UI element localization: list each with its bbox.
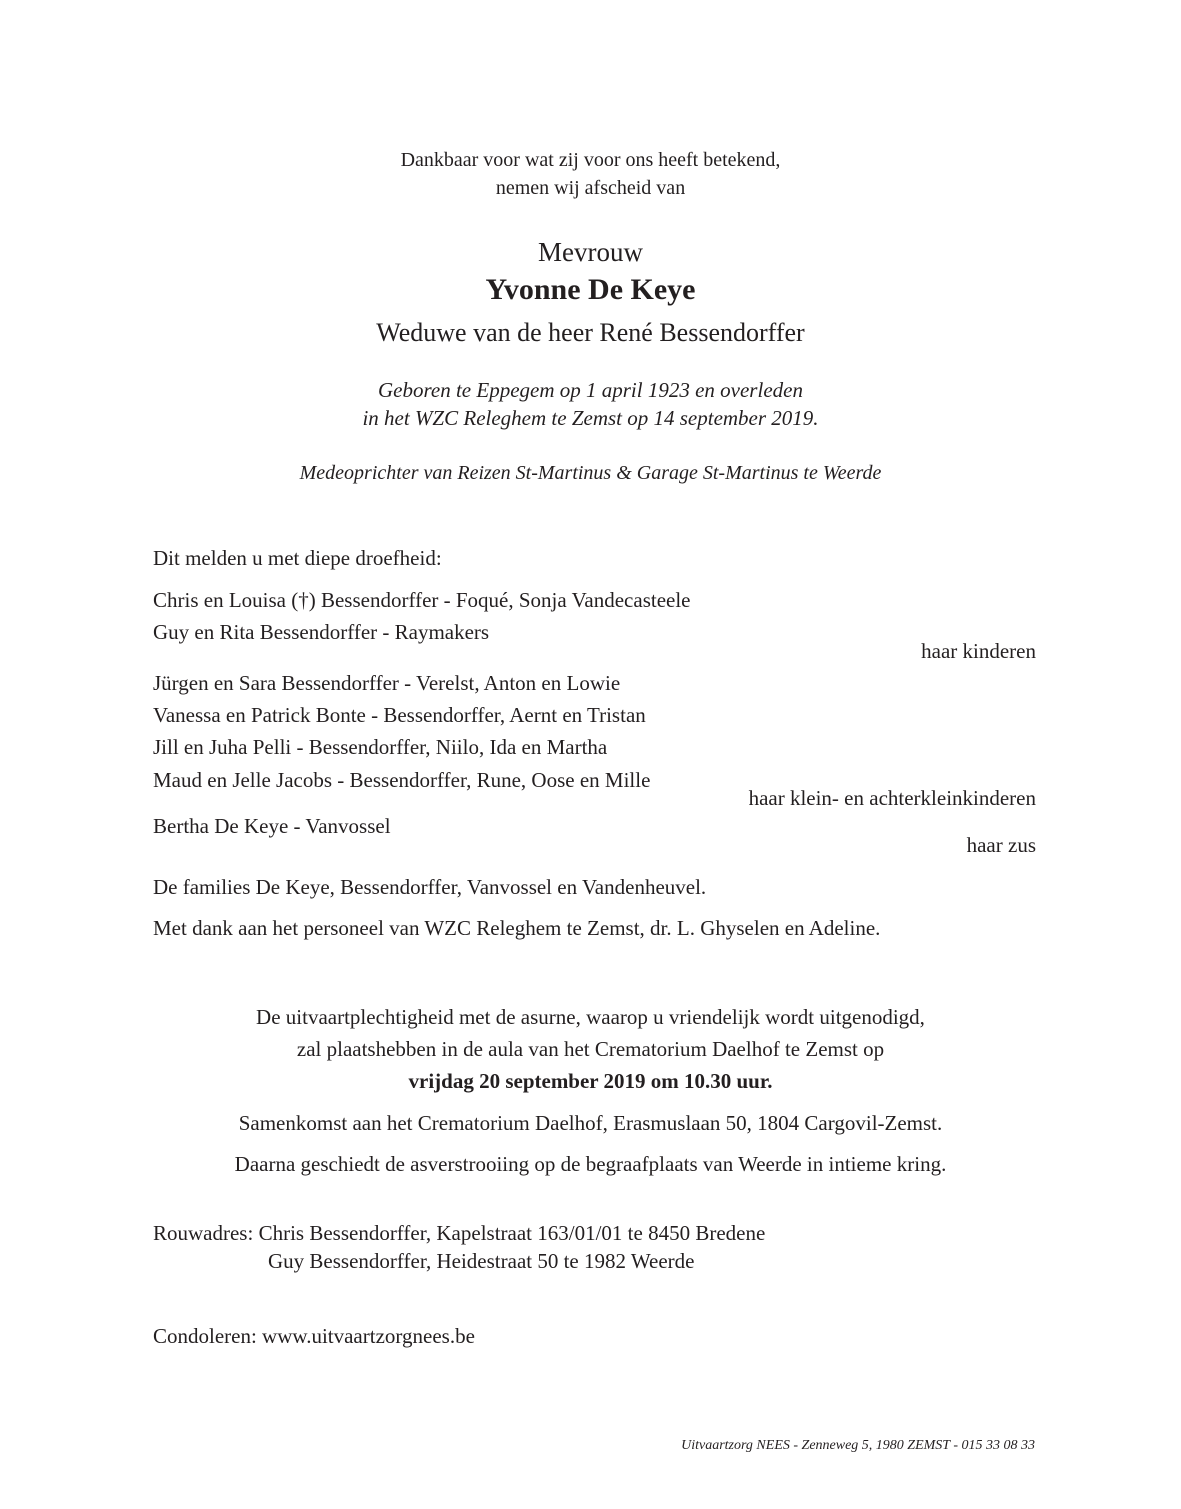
- intro-line-2: nemen wij afscheid van: [495, 177, 686, 199]
- family-line: Bertha De Keye - Vanvossel: [153, 814, 391, 838]
- grandchildren-label: haar klein- en achterkleinkinderen: [748, 786, 1036, 810]
- intro-line-1: Dankbaar voor wat zij voor ons heeft betekend,: [400, 149, 781, 171]
- scattering-line: Daarna geschiedt de asverstrooiing op de begraafplaats van Weerde in intieme kring.: [234, 1152, 947, 1176]
- birth-death-line-1: Geboren te Eppegem op 1 april 1923 en overleden: [378, 378, 803, 402]
- birth-death-line-2: in het WZC Releghem te Zemst op 14 september 2019.: [362, 406, 819, 430]
- condolences-line: Condoleren: www.uitvaartzorgnees.be: [153, 1324, 475, 1348]
- funeral-home-footer: Uitvaartzorg NEES - Zenneweg 5, 1980 ZEMST - 015 33 08 33: [681, 1438, 1035, 1453]
- announcement: Dit melden u met diepe droefheid:: [153, 546, 442, 570]
- family-line: Chris en Louisa (†) Bessendorffer - Foqué, Sonja Vandecasteele: [153, 588, 691, 612]
- mourning-address-line-2: Guy Bessendorffer, Heidestraat 50 te 1982 Weerde: [268, 1249, 695, 1273]
- family-line: Guy en Rita Bessendorffer - Raymakers: [153, 620, 490, 644]
- deceased-name: Yvonne De Keye: [485, 273, 696, 306]
- family-line: Jürgen en Sara Bessendorffer - Verelst, Anton en Lowie: [153, 671, 621, 695]
- thanks-line: Met dank aan het personeel van WZC Releghem te Zemst, dr. L. Ghyselen en Adeline.: [153, 916, 881, 940]
- family-line: Jill en Juha Pelli - Bessendorffer, Niilo, Ida en Martha: [153, 735, 608, 759]
- cofounder-note: Medeoprichter van Reizen St-Martinus & Garage St-Martinus te Weerde: [299, 462, 882, 484]
- gathering-line: Samenkomst aan het Crematorium Daelhof, Erasmuslaan 50, 1804 Cargovil-Zemst.: [238, 1111, 943, 1135]
- families-line: De families De Keye, Bessendorffer, Vanvossel en Vandenheuvel.: [153, 875, 707, 899]
- ceremony-date: vrijdag 20 september 2019 om 10.30 uur.: [408, 1069, 773, 1093]
- ceremony-line-1: De uitvaartplechtigheid met de asurne, waarop u vriendelijk wordt uitgenodigd,: [256, 1005, 925, 1029]
- family-line: Maud en Jelle Jacobs - Bessendorffer, Rune, Oose en Mille: [153, 768, 651, 792]
- children-label: haar kinderen: [921, 639, 1036, 663]
- ceremony-line-2: zal plaatshebben in de aula van het Crematorium Daelhof te Zemst op: [296, 1037, 885, 1061]
- salutation: Mevrouw: [538, 237, 643, 267]
- widow-of: Weduwe van de heer René Bessendorffer: [376, 318, 805, 347]
- sister-label: haar zus: [966, 833, 1036, 857]
- family-line: Vanessa en Patrick Bonte - Bessendorffer, Aernt en Tristan: [153, 703, 646, 727]
- mourning-address-line-1: Rouwadres: Chris Bessendorffer, Kapelstraat 163/01/01 te 8450 Bredene: [153, 1221, 766, 1245]
